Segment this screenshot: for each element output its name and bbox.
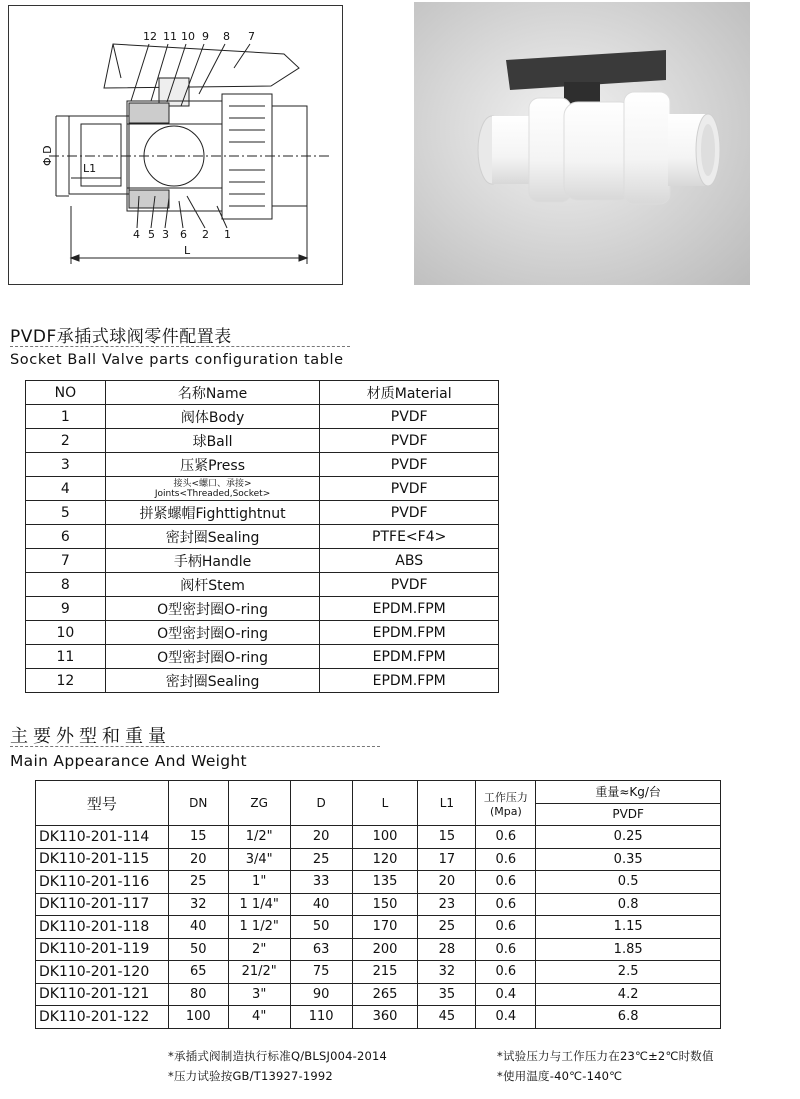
part-no: 2 [26,429,106,453]
part-name: O型密封圈O-ring [105,621,320,645]
specs-table-title-cn: 主要外型和重量 [10,726,171,747]
l1-cell: 35 [418,983,476,1006]
pressure-cell: 0.6 [476,938,536,961]
part-name-line-cn: 接头<螺口、承接> [173,478,252,489]
dn-cell: 15 [168,826,228,849]
pressure-cell: 0.6 [476,871,536,894]
d-cell: 110 [290,1006,352,1029]
d-cell: 20 [290,826,352,849]
callout-4: 4 [133,228,140,241]
table-row [36,826,721,849]
header-l1: L1 [418,781,476,826]
header-working-pressure [476,781,536,826]
l-cell: 120 [352,848,418,871]
table-row [36,871,721,894]
table-row [36,893,721,916]
part-name-line-en: Joints<Threaded,Socket> [154,488,271,499]
callout-5: 5 [148,228,155,241]
table-row [26,501,499,525]
table-row [36,848,721,871]
valve-photo-svg [414,2,750,285]
dn-cell: 40 [168,916,228,939]
dn-cell: 32 [168,893,228,916]
l-cell: 100 [352,826,418,849]
table-row [26,549,499,573]
part-no: 12 [26,669,106,693]
table-row [26,429,499,453]
l-cell: 135 [352,871,418,894]
part-material: PVDF [320,573,499,597]
appearance-weight-table [35,780,721,1029]
part-name: 密封圈Sealing [105,525,320,549]
weight-cell: 6.8 [536,1006,721,1029]
part-material: PVDF [320,501,499,525]
valve-technical-drawing [8,5,343,285]
pressure-cell: 0.4 [476,1006,536,1029]
part-name: 手柄Handle [105,549,320,573]
zg-cell: 1 1/2" [228,916,290,939]
dn-cell: 20 [168,848,228,871]
table-row [26,453,499,477]
header-weight-material: PVDF [536,803,721,826]
callout-11: 11 [163,30,177,43]
part-no: 5 [26,501,106,525]
part-name: O型密封圈O-ring [105,597,320,621]
zg-cell: 3/4" [228,848,290,871]
weight-cell: 0.8 [536,893,721,916]
callout-2: 2 [202,228,209,241]
l-cell: 360 [352,1006,418,1029]
note-manufacturing-standard: *承插式阀制造执行标准Q/BLSJ004-2014 [168,1049,388,1063]
model-cell: DK110-201-117 [36,893,169,916]
title-divider [10,346,350,347]
part-no: 1 [26,405,106,429]
table-header-row [26,381,499,405]
parts-table-title-cn: PVDF承插式球阀零件配置表 [10,327,232,347]
pressure-cell: 0.6 [476,848,536,871]
header-l: L [352,781,418,826]
part-no: 6 [26,525,106,549]
part-no: 11 [26,645,106,669]
table-row [36,961,721,984]
pressure-cell: 0.4 [476,983,536,1006]
weight-cell: 0.25 [536,826,721,849]
table-row [26,621,499,645]
part-no: 7 [26,549,106,573]
d-cell: 25 [290,848,352,871]
note-temperature: *使用温度-40℃-140℃ [497,1069,623,1083]
dn-cell: 50 [168,938,228,961]
parts-configuration-table [25,380,499,693]
part-name [105,477,320,501]
callout-3: 3 [162,228,169,241]
part-material: EPDM.FPM [320,597,499,621]
d-cell: 75 [290,961,352,984]
dn-cell: 65 [168,961,228,984]
header-pressure-unit: (Mpa) [489,804,522,818]
zg-cell: 1" [228,871,290,894]
table-row [26,573,499,597]
part-material: PVDF [320,477,499,501]
part-no: 3 [26,453,106,477]
part-name: 阀体Body [105,405,320,429]
dimension-phi-d-label: Φ D [41,145,54,166]
table-row [26,669,499,693]
table-header-row [36,781,721,804]
part-name: 阀杆Stem [105,573,320,597]
l1-cell: 17 [418,848,476,871]
weight-cell: 4.2 [536,983,721,1006]
table-row [26,477,499,501]
part-material: PTFE<F4> [320,525,499,549]
header-material: 材质Material [320,381,499,405]
dn-cell: 25 [168,871,228,894]
table-row [26,597,499,621]
header-name: 名称Name [105,381,320,405]
l-cell: 170 [352,916,418,939]
model-cell: DK110-201-121 [36,983,169,1006]
l1-cell: 25 [418,916,476,939]
part-material: EPDM.FPM [320,669,499,693]
table-row [36,1006,721,1029]
note-pressure-test-standard: *压力试验按GB/T13927-1992 [168,1069,333,1083]
model-cell: DK110-201-120 [36,961,169,984]
weight-cell: 1.85 [536,938,721,961]
l-cell: 215 [352,961,418,984]
header-weight: 重量≈Kg/台 [536,781,721,804]
note-test-pressure: *试验压力与工作压力在23℃±2℃时数值 [497,1049,714,1063]
weight-cell: 2.5 [536,961,721,984]
l-cell: 200 [352,938,418,961]
weight-cell: 1.15 [536,916,721,939]
callout-10: 10 [181,30,195,43]
zg-cell: 4" [228,1006,290,1029]
zg-cell: 1 1/4" [228,893,290,916]
dimension-l1-label: L1 [83,162,97,175]
header-model: 型号 [36,781,169,826]
part-no: 8 [26,573,106,597]
l1-cell: 32 [418,961,476,984]
d-cell: 40 [290,893,352,916]
part-material: PVDF [320,405,499,429]
header-d: D [290,781,352,826]
dn-cell: 80 [168,983,228,1006]
pressure-cell: 0.6 [476,961,536,984]
header-zg: ZG [228,781,290,826]
table-row [36,983,721,1006]
callout-8: 8 [223,30,230,43]
model-cell: DK110-201-116 [36,871,169,894]
part-material: PVDF [320,453,499,477]
table-row [26,645,499,669]
dimension-l-label: L [184,244,191,257]
valve-product-photo [414,2,750,285]
model-cell: DK110-201-115 [36,848,169,871]
weight-cell: 0.35 [536,848,721,871]
table-row [26,525,499,549]
table-row [36,916,721,939]
part-name: O型密封圈O-ring [105,645,320,669]
valve-cross-section-svg [9,6,342,284]
zg-cell: 21/2" [228,961,290,984]
weight-cell: 0.5 [536,871,721,894]
l1-cell: 45 [418,1006,476,1029]
part-name: 压紧Press [105,453,320,477]
pressure-cell: 0.6 [476,826,536,849]
pressure-cell: 0.6 [476,916,536,939]
header-dn: DN [168,781,228,826]
zg-cell: 1/2" [228,826,290,849]
callout-9: 9 [202,30,209,43]
part-name: 密封圈Sealing [105,669,320,693]
l1-cell: 20 [418,871,476,894]
l1-cell: 28 [418,938,476,961]
part-name: 拼紧螺帽Fighttightnut [105,501,320,525]
part-no: 9 [26,597,106,621]
part-name: 球Ball [105,429,320,453]
pressure-cell: 0.6 [476,893,536,916]
d-cell: 50 [290,916,352,939]
part-material: EPDM.FPM [320,645,499,669]
d-cell: 63 [290,938,352,961]
part-material: PVDF [320,429,499,453]
model-cell: DK110-201-122 [36,1006,169,1029]
header-pressure-cn: 工作压力 [483,790,528,804]
model-cell: DK110-201-118 [36,916,169,939]
zg-cell: 2" [228,938,290,961]
parts-table-title-en: Socket Ball Valve parts configuration table [10,352,344,368]
table-row [36,938,721,961]
part-material: EPDM.FPM [320,621,499,645]
callout-1: 1 [224,228,231,241]
model-cell: DK110-201-114 [36,826,169,849]
model-cell: DK110-201-119 [36,938,169,961]
specs-table-title-en: Main Appearance And Weight [10,752,247,770]
l-cell: 150 [352,893,418,916]
part-material: ABS [320,549,499,573]
l-cell: 265 [352,983,418,1006]
part-no: 10 [26,621,106,645]
d-cell: 33 [290,871,352,894]
callout-7: 7 [248,30,255,43]
callout-12: 12 [143,30,157,43]
l1-cell: 15 [418,826,476,849]
callout-6: 6 [180,228,187,241]
l1-cell: 23 [418,893,476,916]
part-no: 4 [26,477,106,501]
table-row [26,405,499,429]
dn-cell: 100 [168,1006,228,1029]
title-divider [10,746,380,747]
header-no: NO [26,381,106,405]
d-cell: 90 [290,983,352,1006]
zg-cell: 3" [228,983,290,1006]
